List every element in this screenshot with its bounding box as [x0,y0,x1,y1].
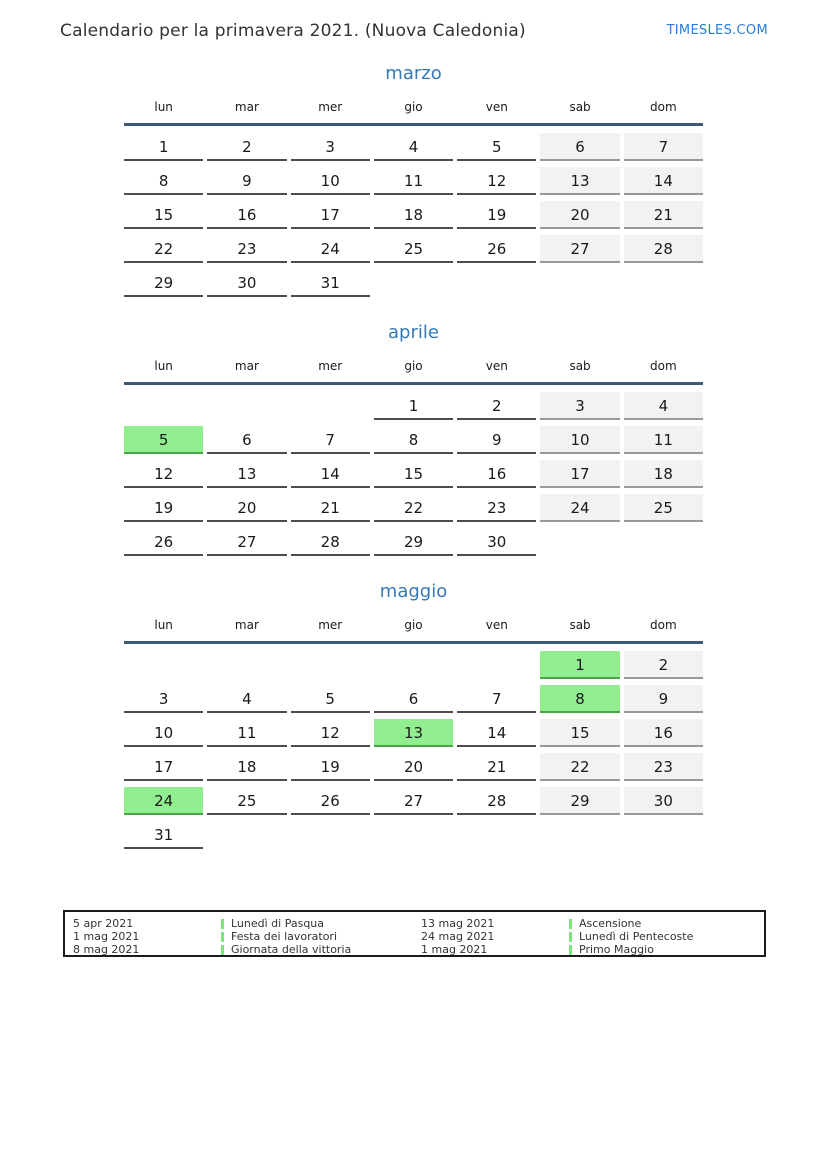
weekday-label-dom: dom [650,618,677,632]
day-cell-aprile-3: 3 [540,392,619,420]
legend-holiday-name: Primo Maggio [569,943,764,956]
day-cell-maggio-16: 16 [624,719,703,747]
empty-cell [207,821,286,849]
day-cell-marzo-11: 11 [374,167,453,195]
day-cell-maggio-5: 5 [291,685,370,713]
weekday-label-ven: ven [485,359,508,373]
legend-holiday-name: Lunedì di Pasqua [221,917,421,930]
day-cell-marzo-24: 24 [291,235,370,263]
empty-cell [540,528,619,556]
day-cell-maggio-25: 25 [207,787,286,815]
day-cell-aprile-16: 16 [457,460,536,488]
day-cell-aprile-9: 9 [457,426,536,454]
weekday-label-ven: ven [485,100,508,114]
empty-cell [291,392,370,420]
day-cell-aprile-14: 14 [291,460,370,488]
day-cell-marzo-7: 7 [624,133,703,161]
empty-cell [624,821,703,849]
day-cell-maggio-29: 29 [540,787,619,815]
legend-holiday-name: Giornata della vittoria [221,943,421,956]
day-cell-aprile-30: 30 [457,528,536,556]
day-cell-marzo-10: 10 [291,167,370,195]
day-cell-aprile-19: 19 [124,494,203,522]
day-cell-aprile-21: 21 [291,494,370,522]
day-cell-marzo-30: 30 [207,269,286,297]
day-cell-marzo-22: 22 [124,235,203,263]
day-cell-maggio-10: 10 [124,719,203,747]
empty-cell [624,269,703,297]
holiday-marker-icon [221,932,224,942]
day-cell-marzo-12: 12 [457,167,536,195]
day-cell-aprile-25: 25 [624,494,703,522]
day-cell-aprile-23: 23 [457,494,536,522]
empty-cell [207,392,286,420]
month-title-aprile: aprile [388,322,439,343]
holiday-marker-icon [569,945,572,955]
day-cell-aprile-29: 29 [374,528,453,556]
month-marzo [124,63,703,297]
day-cell-maggio-24: 24 [124,787,203,815]
weekday-label-gio: gio [404,100,423,114]
holiday-marker-icon [221,945,224,955]
day-cell-maggio-21: 21 [457,753,536,781]
day-cell-maggio-20: 20 [374,753,453,781]
day-cell-aprile-7: 7 [291,426,370,454]
day-cell-maggio-17: 17 [124,753,203,781]
day-cell-marzo-6: 6 [540,133,619,161]
weekday-label-sab: sab [569,618,591,632]
empty-cell [457,269,536,297]
legend-date: 13 mag 2021 [421,917,495,930]
day-cell-aprile-10: 10 [540,426,619,454]
empty-cell [124,392,203,420]
legend-holiday-name: Lunedì di Pentecoste [569,930,764,943]
day-cell-aprile-17: 17 [540,460,619,488]
weekday-label-gio: gio [404,359,423,373]
weekday-label-mar: mar [234,359,259,373]
weekday-label-lun: lun [154,359,173,373]
legend-dates-col-1 [73,917,221,956]
empty-cell [291,821,370,849]
day-cell-maggio-11: 11 [207,719,286,747]
day-cell-maggio-26: 26 [291,787,370,815]
day-cell-maggio-14: 14 [457,719,536,747]
day-cell-maggio-27: 27 [374,787,453,815]
day-cell-aprile-22: 22 [374,494,453,522]
empty-cell [124,651,203,679]
day-cell-marzo-25: 25 [374,235,453,263]
month-grid-aprile [124,392,703,556]
empty-cell [457,821,536,849]
day-cell-marzo-2: 2 [207,133,286,161]
weekday-header-marzo [124,100,703,126]
day-cell-marzo-18: 18 [374,201,453,229]
weekday-label-lun: lun [154,100,173,114]
weekday-label-mar: mar [234,100,259,114]
day-cell-aprile-20: 20 [207,494,286,522]
day-cell-maggio-13: 13 [374,719,453,747]
day-cell-maggio-22: 22 [540,753,619,781]
day-cell-marzo-5: 5 [457,133,536,161]
day-cell-marzo-14: 14 [624,167,703,195]
day-cell-aprile-28: 28 [291,528,370,556]
day-cell-marzo-4: 4 [374,133,453,161]
month-grid-marzo [124,133,703,297]
page-header [0,0,827,41]
legend-names-col-2 [569,917,764,956]
day-cell-aprile-18: 18 [624,460,703,488]
day-cell-marzo-20: 20 [540,201,619,229]
month-aprile [124,322,703,556]
day-cell-marzo-3: 3 [291,133,370,161]
legend-date: 1 mag 2021 [421,943,488,956]
weekday-header-aprile [124,359,703,385]
legend-date: 8 mag 2021 [73,943,140,956]
day-cell-maggio-1: 1 [540,651,619,679]
empty-cell [540,821,619,849]
day-cell-maggio-18: 18 [207,753,286,781]
weekday-label-mer: mer [318,618,343,632]
day-cell-maggio-31: 31 [124,821,203,849]
weekday-label-lun: lun [154,618,173,632]
calendar [124,63,703,849]
legend-holiday-name: Ascensione [569,917,764,930]
empty-cell [624,528,703,556]
month-grid-maggio [124,651,703,849]
day-cell-maggio-9: 9 [624,685,703,713]
month-maggio [124,581,703,849]
day-cell-maggio-28: 28 [457,787,536,815]
month-title-marzo: marzo [385,63,442,84]
day-cell-aprile-27: 27 [207,528,286,556]
day-cell-maggio-23: 23 [624,753,703,781]
legend-date: 5 apr 2021 [73,917,134,930]
month-title-maggio: maggio [379,581,448,602]
day-cell-maggio-12: 12 [291,719,370,747]
day-cell-marzo-13: 13 [540,167,619,195]
day-cell-maggio-8: 8 [540,685,619,713]
day-cell-marzo-29: 29 [124,269,203,297]
brand-link[interactable]: TIMESLES.COM [666,23,768,38]
day-cell-marzo-8: 8 [124,167,203,195]
weekday-label-mar: mar [234,618,259,632]
day-cell-aprile-13: 13 [207,460,286,488]
day-cell-marzo-17: 17 [291,201,370,229]
legend-date: 1 mag 2021 [73,930,140,943]
holiday-legend [63,910,766,957]
day-cell-maggio-19: 19 [291,753,370,781]
empty-cell [291,651,370,679]
day-cell-maggio-15: 15 [540,719,619,747]
day-cell-maggio-4: 4 [207,685,286,713]
day-cell-marzo-31: 31 [291,269,370,297]
empty-cell [457,651,536,679]
legend-holiday-name: Festa dei lavoratori [221,930,421,943]
day-cell-aprile-8: 8 [374,426,453,454]
day-cell-aprile-24: 24 [540,494,619,522]
holiday-marker-icon [569,932,572,942]
day-cell-marzo-15: 15 [124,201,203,229]
day-cell-aprile-12: 12 [124,460,203,488]
day-cell-marzo-21: 21 [624,201,703,229]
day-cell-marzo-1: 1 [124,133,203,161]
empty-cell [374,821,453,849]
day-cell-marzo-28: 28 [624,235,703,263]
day-cell-marzo-19: 19 [457,201,536,229]
page-title: Calendario per la primavera 2021. (Nuova Caledonia) [60,21,526,41]
day-cell-maggio-3: 3 [124,685,203,713]
day-cell-marzo-16: 16 [207,201,286,229]
weekday-label-ven: ven [485,618,508,632]
day-cell-aprile-26: 26 [124,528,203,556]
empty-cell [374,651,453,679]
weekday-label-sab: sab [569,359,591,373]
empty-cell [374,269,453,297]
day-cell-aprile-2: 2 [457,392,536,420]
holiday-marker-icon [569,919,572,929]
day-cell-aprile-1: 1 [374,392,453,420]
day-cell-aprile-6: 6 [207,426,286,454]
weekday-label-dom: dom [650,100,677,114]
day-cell-aprile-5: 5 [124,426,203,454]
day-cell-maggio-2: 2 [624,651,703,679]
legend-dates-col-2 [421,917,569,956]
day-cell-maggio-30: 30 [624,787,703,815]
empty-cell [207,651,286,679]
day-cell-marzo-26: 26 [457,235,536,263]
weekday-label-dom: dom [650,359,677,373]
weekday-label-gio: gio [404,618,423,632]
weekday-label-mer: mer [318,100,343,114]
weekday-label-mer: mer [318,359,343,373]
day-cell-marzo-9: 9 [207,167,286,195]
day-cell-marzo-23: 23 [207,235,286,263]
weekday-label-sab: sab [569,100,591,114]
day-cell-aprile-11: 11 [624,426,703,454]
weekday-header-maggio [124,618,703,644]
empty-cell [540,269,619,297]
holiday-marker-icon [221,919,224,929]
legend-date: 24 mag 2021 [421,930,495,943]
day-cell-marzo-27: 27 [540,235,619,263]
legend-names-col-1 [221,917,421,956]
day-cell-maggio-7: 7 [457,685,536,713]
day-cell-aprile-15: 15 [374,460,453,488]
day-cell-maggio-6: 6 [374,685,453,713]
day-cell-aprile-4: 4 [624,392,703,420]
